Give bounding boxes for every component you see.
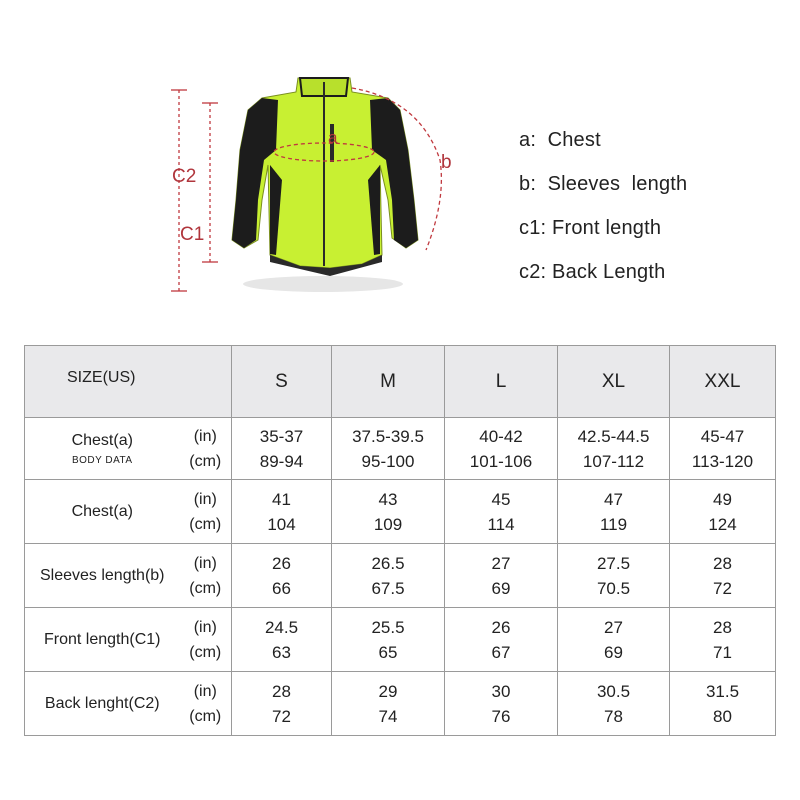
row-label: Front length(C1) [25, 608, 180, 672]
c2-label: C2 [172, 166, 197, 187]
unit-cell [180, 480, 232, 544]
value-cm: 104 [267, 514, 296, 534]
row-label: Chest(a) [25, 480, 180, 544]
legend-item-chest: a: Chest [519, 129, 601, 151]
unit-cm: (cm) [189, 707, 222, 725]
value-cell [232, 672, 332, 736]
value-cell [670, 544, 776, 608]
unit-in: (in) [193, 618, 217, 636]
jacket-shadow [243, 276, 403, 292]
value-cell [558, 480, 670, 544]
value-cell [445, 672, 558, 736]
value-cell [670, 672, 776, 736]
value-cell [445, 418, 558, 480]
value-in: 35-37 [259, 426, 304, 446]
row-label: Back lenght(C2) [25, 672, 180, 736]
value-cm: 76 [491, 706, 511, 726]
unit-in: (in) [193, 554, 217, 572]
size-header-xl: XL [558, 346, 670, 418]
row-label-body-chest [25, 418, 180, 480]
value-cell [232, 544, 332, 608]
value-cell [232, 608, 332, 672]
value-cell [445, 608, 558, 672]
value-cm: 80 [713, 706, 732, 726]
value-in: 45 [491, 489, 511, 509]
value-cm: 70.5 [596, 578, 631, 598]
value-cm: 124 [708, 514, 737, 534]
value-in: 27 [491, 553, 511, 573]
value-cm: 89-94 [259, 451, 304, 471]
value-cell [445, 544, 558, 608]
value-cm: 119 [599, 514, 628, 534]
row-label: Sleeves length(b) [25, 544, 180, 608]
size-header-s: S [232, 346, 332, 418]
size-header-xxl: XXL [670, 346, 776, 418]
unit-cm: (cm) [189, 643, 222, 661]
unit-in: (in) [193, 490, 217, 508]
value-in: 49 [713, 489, 732, 509]
value-in: 42.5-44.5 [577, 426, 650, 446]
value-cm: 74 [378, 706, 398, 726]
value-in: 40-42 [479, 426, 523, 446]
c2-dimension-line [171, 90, 187, 291]
legend-item-sleeves: b: Sleeves length [519, 173, 688, 195]
value-cell [232, 480, 332, 544]
garment-measurement-rows [25, 480, 776, 736]
value-cm: 78 [604, 706, 623, 726]
value-in: 24.5 [264, 617, 299, 637]
value-cell [332, 672, 445, 736]
b-label: b [441, 152, 452, 173]
value-cell [558, 418, 670, 480]
table-row-sleeves-length [25, 544, 776, 608]
header-spacer [180, 346, 232, 418]
value-in: 43 [378, 489, 398, 509]
value-cell [332, 608, 445, 672]
value-cell [445, 480, 558, 544]
unit-cell [180, 608, 232, 672]
value-cell [670, 608, 776, 672]
value-cm: 114 [487, 514, 515, 534]
value-in: 31.5 [705, 681, 740, 701]
a-label: a [328, 128, 338, 147]
value-cm: 101-106 [469, 451, 533, 471]
unit-cm: (cm) [189, 452, 222, 470]
c1-dimension-line [202, 103, 218, 262]
table-row-front-length [25, 608, 776, 672]
table-row-body-data [25, 418, 776, 480]
value-in: 47 [604, 489, 623, 509]
value-in: 28 [713, 553, 732, 573]
value-in: 26 [491, 617, 511, 637]
value-cell [670, 418, 776, 480]
value-cm: 67.5 [371, 578, 405, 598]
value-in: 26 [272, 553, 291, 573]
value-cm: 72 [713, 578, 732, 598]
legend-item-back-length: c2: Back Length [519, 261, 666, 283]
legend-item-front-length: c1: Front length [519, 217, 662, 239]
value-cm: 67 [491, 642, 511, 662]
size-chart-table [24, 345, 776, 736]
unit-cell [180, 544, 232, 608]
value-cm: 69 [604, 642, 623, 662]
value-cm: 72 [272, 706, 291, 726]
value-cell [332, 418, 445, 480]
value-in: 37.5-39.5 [352, 426, 424, 446]
value-cell [332, 544, 445, 608]
value-cm: 107-112 [582, 451, 645, 471]
value-in: 29 [378, 681, 398, 701]
value-cell [232, 418, 332, 480]
value-in: 27 [604, 617, 623, 637]
table-row-back-length [25, 672, 776, 736]
value-cm: 63 [272, 642, 291, 662]
value-in: 45-47 [700, 426, 745, 446]
value-cell [558, 608, 670, 672]
value-cell [670, 480, 776, 544]
value-in: 28 [272, 681, 291, 701]
value-cm: 66 [272, 578, 291, 598]
size-header-m: M [332, 346, 445, 418]
measurement-legend [519, 126, 687, 302]
unit-cm: (cm) [189, 579, 222, 597]
table-row-chest [25, 480, 776, 544]
value-in: 30 [491, 681, 511, 701]
value-cm: 69 [491, 578, 511, 598]
value-cm: 109 [373, 514, 403, 534]
value-in: 26.5 [371, 553, 405, 573]
value-in: 25.5 [371, 617, 405, 637]
unit-cm: (cm) [189, 515, 222, 533]
value-cell [332, 480, 445, 544]
value-cm: 65 [378, 642, 398, 662]
unit-in: (in) [193, 427, 217, 445]
unit-cell [180, 418, 232, 480]
unit-in: (in) [193, 682, 217, 700]
c1-label: C1 [180, 224, 205, 245]
size-header-l: L [445, 346, 558, 418]
value-cm: 71 [713, 642, 732, 662]
size-header-label: SIZE(US) [25, 346, 180, 418]
value-in: 30.5 [596, 681, 631, 701]
value-cell [558, 544, 670, 608]
value-cm: 95-100 [361, 451, 415, 471]
value-cell [558, 672, 670, 736]
table-header-row [25, 346, 776, 418]
unit-cell [180, 672, 232, 736]
row-sublabel: BODY DATA [71, 454, 133, 466]
value-in: 28 [713, 617, 732, 637]
value-in: 27.5 [596, 553, 631, 573]
value-cm: 113-120 [691, 451, 754, 471]
row-label-text: Chest(a) [71, 431, 133, 449]
value-in: 41 [272, 489, 291, 509]
